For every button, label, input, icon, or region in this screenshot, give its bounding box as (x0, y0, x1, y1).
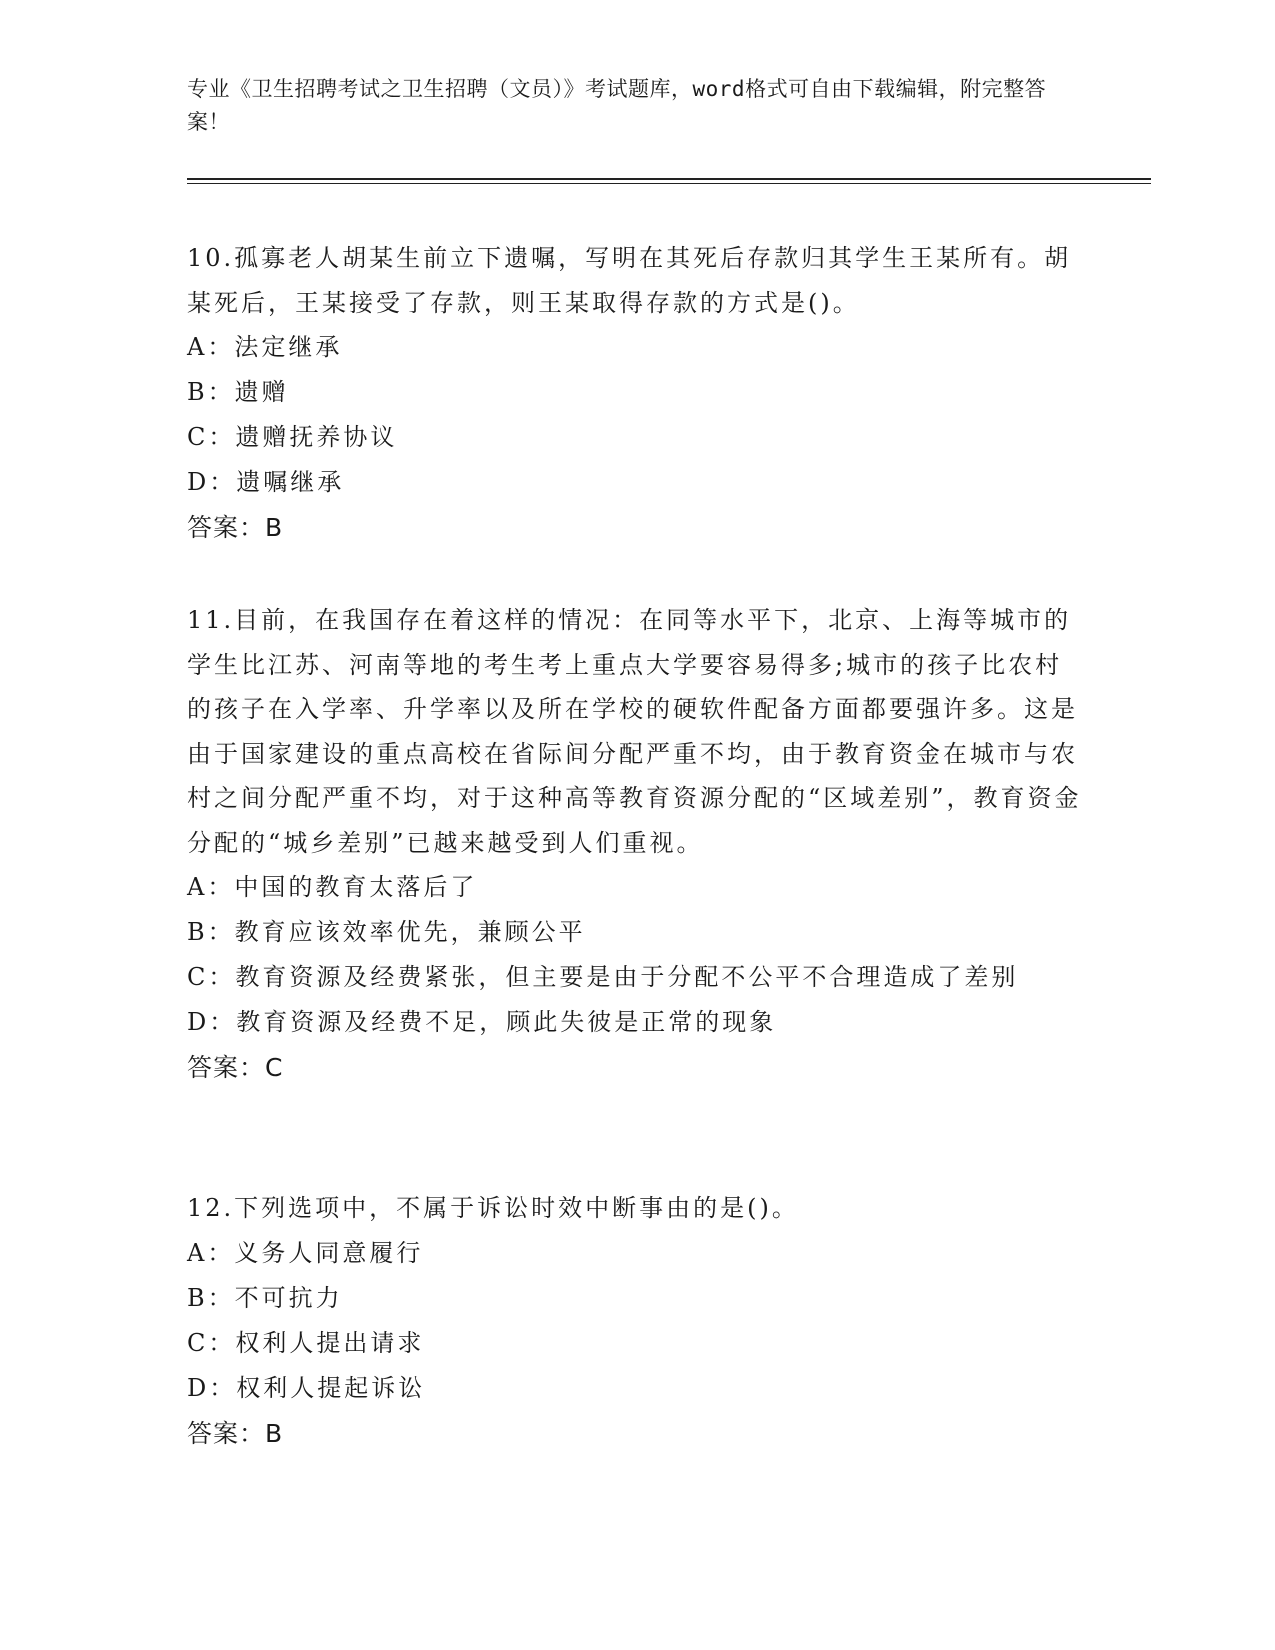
question-11 (187, 598, 1082, 1091)
option-b: B：教育应该效率优先，兼顾公平 (187, 918, 586, 946)
option-d: D：遗嘱继承 (187, 468, 345, 496)
option-c: C：教育资源及经费紧张，但主要是由于分配不公平不合理造成了差别 (187, 963, 1019, 991)
option-b: B：不可抗力 (187, 1283, 343, 1312)
option-a: A：中国的教育太落后了 (187, 873, 478, 901)
option-c: C：权利人提出请求 (187, 1328, 425, 1357)
page-header: 专业《卫生招聘考试之卫生招聘（文员）》考试题库，word格式可自由下载编辑，附完整答案！ (187, 77, 1047, 134)
header-divider (187, 178, 1151, 184)
option-d: D：教育资源及经费不足，顾此失彼是正常的现象 (187, 1008, 777, 1036)
option-d: D：权利人提起诉讼 (187, 1373, 426, 1402)
question-stem: 11.目前，在我国存在着这样的情况：在同等水平下，北京、上海等城市的学生比江苏、河南等地的考生考上重点大学要容易得多;城市的孩子比农村的孩子在入学率、升学率以及所在学校的硬软件配备方面都要强许多。这是由于国家建设的重点高校在省际间分配严重不均，由于教育资金在城市与农村之间分配严重不均，对于这种高等教育资源分配的“区域差别”，教育资金分配的“城乡差别”已越来越受到人们重视。 (187, 606, 1082, 857)
question-10 (187, 236, 1082, 551)
answer: 答案：B (187, 513, 284, 542)
question-stem: 10.孤寡老人胡某生前立下遗嘱，写明在其死后存款归其学生王某所有。胡某死后，王某接受了存款，则王某取得存款的方式是()。 (187, 244, 1072, 317)
option-b: B：遗赠 (187, 378, 289, 406)
option-a: A：义务人同意履行 (187, 1238, 424, 1267)
answer: 答案：C (187, 1053, 284, 1082)
option-c: C：遗赠抚养协议 (187, 423, 398, 451)
answer: 答案：B (187, 1418, 284, 1448)
question-12 (187, 1186, 1082, 1457)
question-stem: 12.下列选项中，不属于诉讼时效中断事由的是()。 (187, 1194, 799, 1222)
option-a: A：法定继承 (187, 333, 343, 361)
